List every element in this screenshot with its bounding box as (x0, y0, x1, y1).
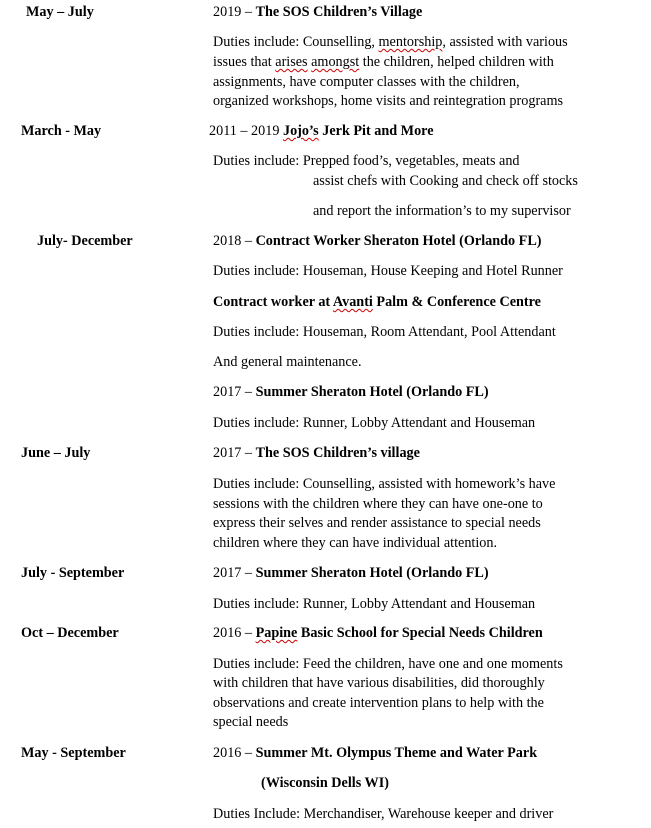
employer-name: Jerk Pit and More (318, 123, 434, 139)
date-range: May – July (26, 4, 94, 20)
duties-line: sessions with the children where they can have one-one to (213, 496, 543, 512)
year-range: 2017 – (213, 565, 256, 581)
employer-name (213, 292, 541, 312)
duties-line: Duties include: Feed the children, have one and one moments (213, 656, 563, 672)
duties-line: And general maintenance. (213, 354, 362, 370)
year-range: 2011 – 2019 (209, 123, 283, 139)
duties-line: observations and create intervention plans to help with the (213, 695, 544, 711)
job-heading (213, 563, 489, 583)
employer-text: Palm & Conference Centre (372, 294, 541, 310)
employer-name: Contract Worker Sheraton Hotel (Orlando FL) (255, 233, 542, 249)
date-range: July - September (21, 565, 125, 581)
duties-text: issues that (213, 54, 276, 70)
year-range: 2017 – (213, 445, 256, 461)
job-heading (213, 623, 543, 643)
job-heading (213, 2, 422, 22)
employer-name: Summer Sheraton Hotel (Orlando FL) (255, 565, 489, 581)
duties-line: Duties include: Counselling, assisted with homework’s have (213, 476, 556, 492)
year-range: 2018 – (213, 233, 256, 249)
date-range: March - May (21, 123, 102, 139)
employer-name: Summer Sheraton Hotel (Orlando FL) (255, 384, 489, 400)
duties-line: Duties include: Houseman, Room Attendant, Pool Attendant (213, 324, 556, 340)
spellcheck-word: mentorship (378, 34, 443, 50)
duties-line: assignments, have computer classes with the children, (213, 74, 520, 90)
employer-name: Basic School for Special Needs Children (297, 625, 543, 641)
employer-name-spellcheck: Papine (255, 625, 298, 641)
employer-name: The SOS Children’s village (255, 445, 420, 461)
date-range: July- December (37, 233, 133, 249)
duties-line: Duties include: Runner, Lobby Attendant and Houseman (213, 596, 536, 612)
employer-name: Summer Mt. Olympus Theme and Water Park (255, 745, 538, 761)
spellcheck-word: Avanti (332, 294, 373, 310)
date-range: Oct – December (21, 625, 119, 641)
job-heading (213, 743, 537, 763)
duties-line (213, 32, 568, 52)
job-heading (213, 382, 489, 402)
duties-line: Duties include: Runner, Lobby Attendant and Houseman (213, 415, 536, 431)
year-range: 2016 – (213, 745, 256, 761)
duties-line: Duties include: Houseman, House Keeping and Hotel Runner (213, 263, 563, 279)
duties-line: express their selves and render assistance to special needs (213, 515, 541, 531)
duties-text: , assisted with various (442, 34, 568, 50)
job-heading (209, 121, 434, 141)
employer-location: (Wisconsin Dells WI) (261, 775, 389, 791)
employer-text: Contract worker at (213, 294, 333, 310)
employer-name-spellcheck: Jojo’s (282, 123, 319, 139)
year-range: 2016 – (213, 625, 256, 641)
duties-line: special needs (213, 714, 289, 730)
spellcheck-word: amongst (311, 54, 360, 70)
duties-line: Duties include: Prepped food’s, vegetables, meats and (213, 153, 520, 169)
year-range: 2019 – (213, 4, 256, 20)
job-heading (213, 443, 420, 463)
year-range: 2017 – (213, 384, 256, 400)
duties-line: children where they can have individual attention. (213, 535, 498, 551)
duties-line (213, 52, 554, 72)
duties-text: the children, helped children with (359, 54, 554, 70)
duties-line: and report the information’s to my supervisor (313, 203, 571, 219)
duties-line: with children that have various disabilities, did thoroughly (213, 675, 545, 691)
employer-name: The SOS Children’s Village (255, 4, 423, 20)
duties-line: assist chefs with Cooking and check off stocks (313, 173, 578, 189)
duties-line: Duties Include: Merchandiser, Warehouse keeper and driver (213, 806, 554, 822)
date-range: June – July (21, 445, 91, 461)
spellcheck-word: arises (275, 54, 308, 70)
duties-text: Duties include: Counselling, (213, 34, 379, 50)
job-heading (213, 231, 542, 251)
date-range: May - September (21, 745, 126, 761)
duties-line: organized workshops, home visits and reintegration programs (213, 93, 564, 109)
